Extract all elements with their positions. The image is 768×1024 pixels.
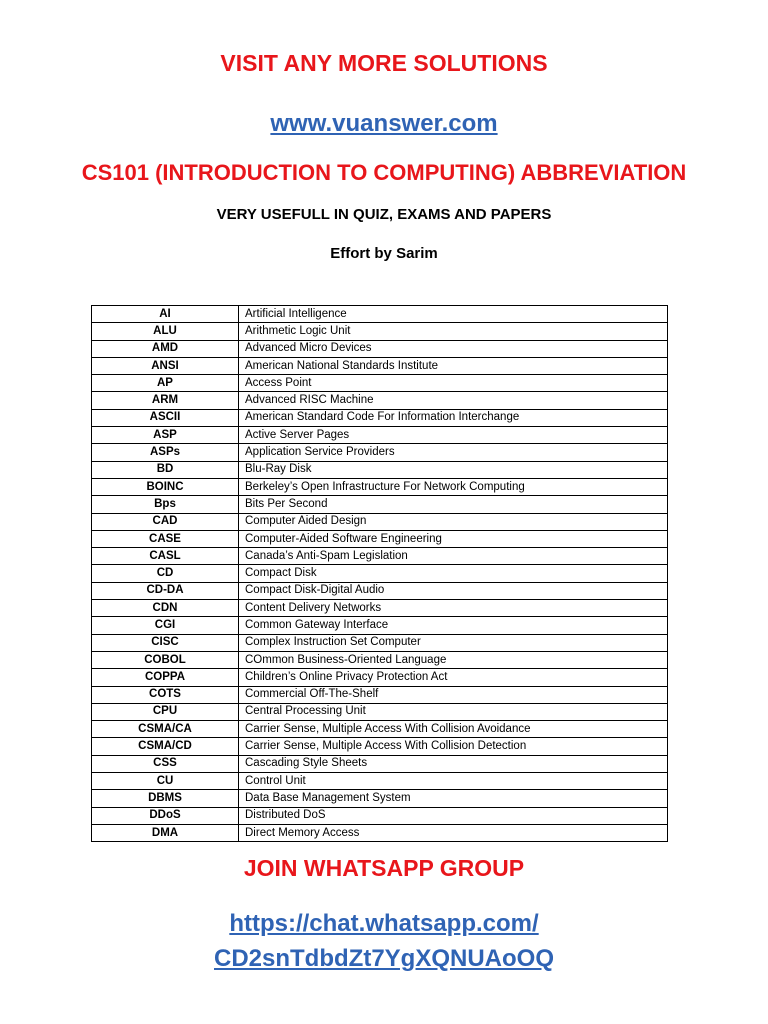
full-form-cell: Control Unit [239, 773, 668, 790]
full-form-cell: Advanced RISC Machine [239, 392, 668, 409]
full-form-cell: COmmon Business-Oriented Language [239, 651, 668, 668]
abbreviation-cell: CGI [92, 617, 239, 634]
table-row [92, 306, 668, 323]
site-link[interactable]: www.vuanswer.com [270, 110, 498, 137]
full-form-cell: Children’s Online Privacy Protection Act [239, 669, 668, 686]
full-form-cell: Arithmetic Logic Unit [239, 323, 668, 340]
abbreviation-cell: CU [92, 773, 239, 790]
full-form-cell: Common Gateway Interface [239, 617, 668, 634]
full-form-cell: Carrier Sense, Multiple Access With Collision Avoidance [239, 721, 668, 738]
full-form-cell: Compact Disk [239, 565, 668, 582]
abbreviation-cell: CAD [92, 513, 239, 530]
table-row [92, 496, 668, 513]
full-form-cell: Central Processing Unit [239, 703, 668, 720]
table-row [92, 357, 668, 374]
abbreviation-cell: AP [92, 375, 239, 392]
abbreviation-table-body [92, 306, 668, 842]
table-row [92, 461, 668, 478]
abbreviation-cell: COTS [92, 686, 239, 703]
abbreviation-cell: CD [92, 565, 239, 582]
full-form-cell: Computer-Aided Software Engineering [239, 530, 668, 547]
table-row [92, 634, 668, 651]
full-form-cell: Berkeley’s Open Infrastructure For Network Computing [239, 478, 668, 495]
table-row [92, 478, 668, 495]
abbreviation-cell: CD-DA [92, 582, 239, 599]
table-row [92, 427, 668, 444]
abbreviation-cell: DBMS [92, 790, 239, 807]
full-form-cell: Cascading Style Sheets [239, 755, 668, 772]
full-form-cell: Advanced Micro Devices [239, 340, 668, 357]
table-row [92, 600, 668, 617]
join-whatsapp-heading: JOIN WHATSAPP GROUP [243, 855, 525, 881]
abbreviation-cell: Bps [92, 496, 239, 513]
visit-heading: VISIT ANY MORE SOLUTIONS [220, 50, 548, 76]
table-row [92, 617, 668, 634]
table-row [92, 548, 668, 565]
table-row [92, 790, 668, 807]
table-row [92, 444, 668, 461]
full-form-cell: Carrier Sense, Multiple Access With Collision Detection [239, 738, 668, 755]
abbreviation-cell: CASE [92, 530, 239, 547]
full-form-cell: Application Service Providers [239, 444, 668, 461]
table-row [92, 755, 668, 772]
table-row [92, 669, 668, 686]
full-form-cell: Bits Per Second [239, 496, 668, 513]
table-row [92, 375, 668, 392]
table-row [92, 409, 668, 426]
abbreviation-cell: CDN [92, 600, 239, 617]
full-form-cell: Active Server Pages [239, 427, 668, 444]
table-row [92, 513, 668, 530]
full-form-cell: Commercial Off-The-Shelf [239, 686, 668, 703]
table-row [92, 738, 668, 755]
abbreviation-cell: CISC [92, 634, 239, 651]
full-form-cell: Computer Aided Design [239, 513, 668, 530]
table-row [92, 807, 668, 824]
abbreviation-cell: AMD [92, 340, 239, 357]
abbreviation-cell: ARM [92, 392, 239, 409]
whatsapp-link-line2[interactable]: CD2snTdbdZt7YgXQNUAoOQ [214, 945, 554, 972]
abbreviation-cell: ALU [92, 323, 239, 340]
table-row [92, 530, 668, 547]
whatsapp-link-line1[interactable]: https://chat.whatsapp.com/ [229, 910, 539, 937]
table-row [92, 824, 668, 841]
full-form-cell: Content Delivery Networks [239, 600, 668, 617]
abbreviation-cell: CSMA/CD [92, 738, 239, 755]
full-form-cell: Blu-Ray Disk [239, 461, 668, 478]
full-form-cell: Distributed DoS [239, 807, 668, 824]
abbreviation-cell: BD [92, 461, 239, 478]
abbreviation-cell: ASP [92, 427, 239, 444]
table-row [92, 582, 668, 599]
full-form-cell: Data Base Management System [239, 790, 668, 807]
abbreviation-cell: COPPA [92, 669, 239, 686]
full-form-cell: Artificial Intelligence [239, 306, 668, 323]
full-form-cell: Compact Disk-Digital Audio [239, 582, 668, 599]
table-row [92, 773, 668, 790]
abbreviation-cell: DMA [92, 824, 239, 841]
abbreviation-cell: CSMA/CA [92, 721, 239, 738]
table-row [92, 340, 668, 357]
abbreviation-cell: CSS [92, 755, 239, 772]
full-form-cell: Complex Instruction Set Computer [239, 634, 668, 651]
author-credit: Effort by Sarim [330, 245, 438, 262]
table-row [92, 565, 668, 582]
abbreviation-cell: ASCII [92, 409, 239, 426]
full-form-cell: American National Standards Institute [239, 357, 668, 374]
table-row [92, 651, 668, 668]
subtitle-useful: VERY USEFULL IN QUIZ, EXAMS AND PAPERS [216, 206, 552, 223]
abbreviation-cell: ASPs [92, 444, 239, 461]
table-row [92, 323, 668, 340]
abbreviation-cell: CASL [92, 548, 239, 565]
full-form-cell: Direct Memory Access [239, 824, 668, 841]
abbreviation-cell: COBOL [92, 651, 239, 668]
table-row [92, 703, 668, 720]
table-row [92, 721, 668, 738]
course-title: CS101 (INTRODUCTION TO COMPUTING) ABBREVIATION [81, 160, 687, 185]
abbreviation-table [91, 305, 668, 842]
abbreviation-cell: ANSI [92, 357, 239, 374]
full-form-cell: American Standard Code For Information Interchange [239, 409, 668, 426]
abbreviation-cell: CPU [92, 703, 239, 720]
abbreviation-cell: DDoS [92, 807, 239, 824]
table-row [92, 686, 668, 703]
abbreviation-cell: BOINC [92, 478, 239, 495]
table-row [92, 392, 668, 409]
abbreviation-cell: AI [92, 306, 239, 323]
full-form-cell: Access Point [239, 375, 668, 392]
full-form-cell: Canada’s Anti-Spam Legislation [239, 548, 668, 565]
